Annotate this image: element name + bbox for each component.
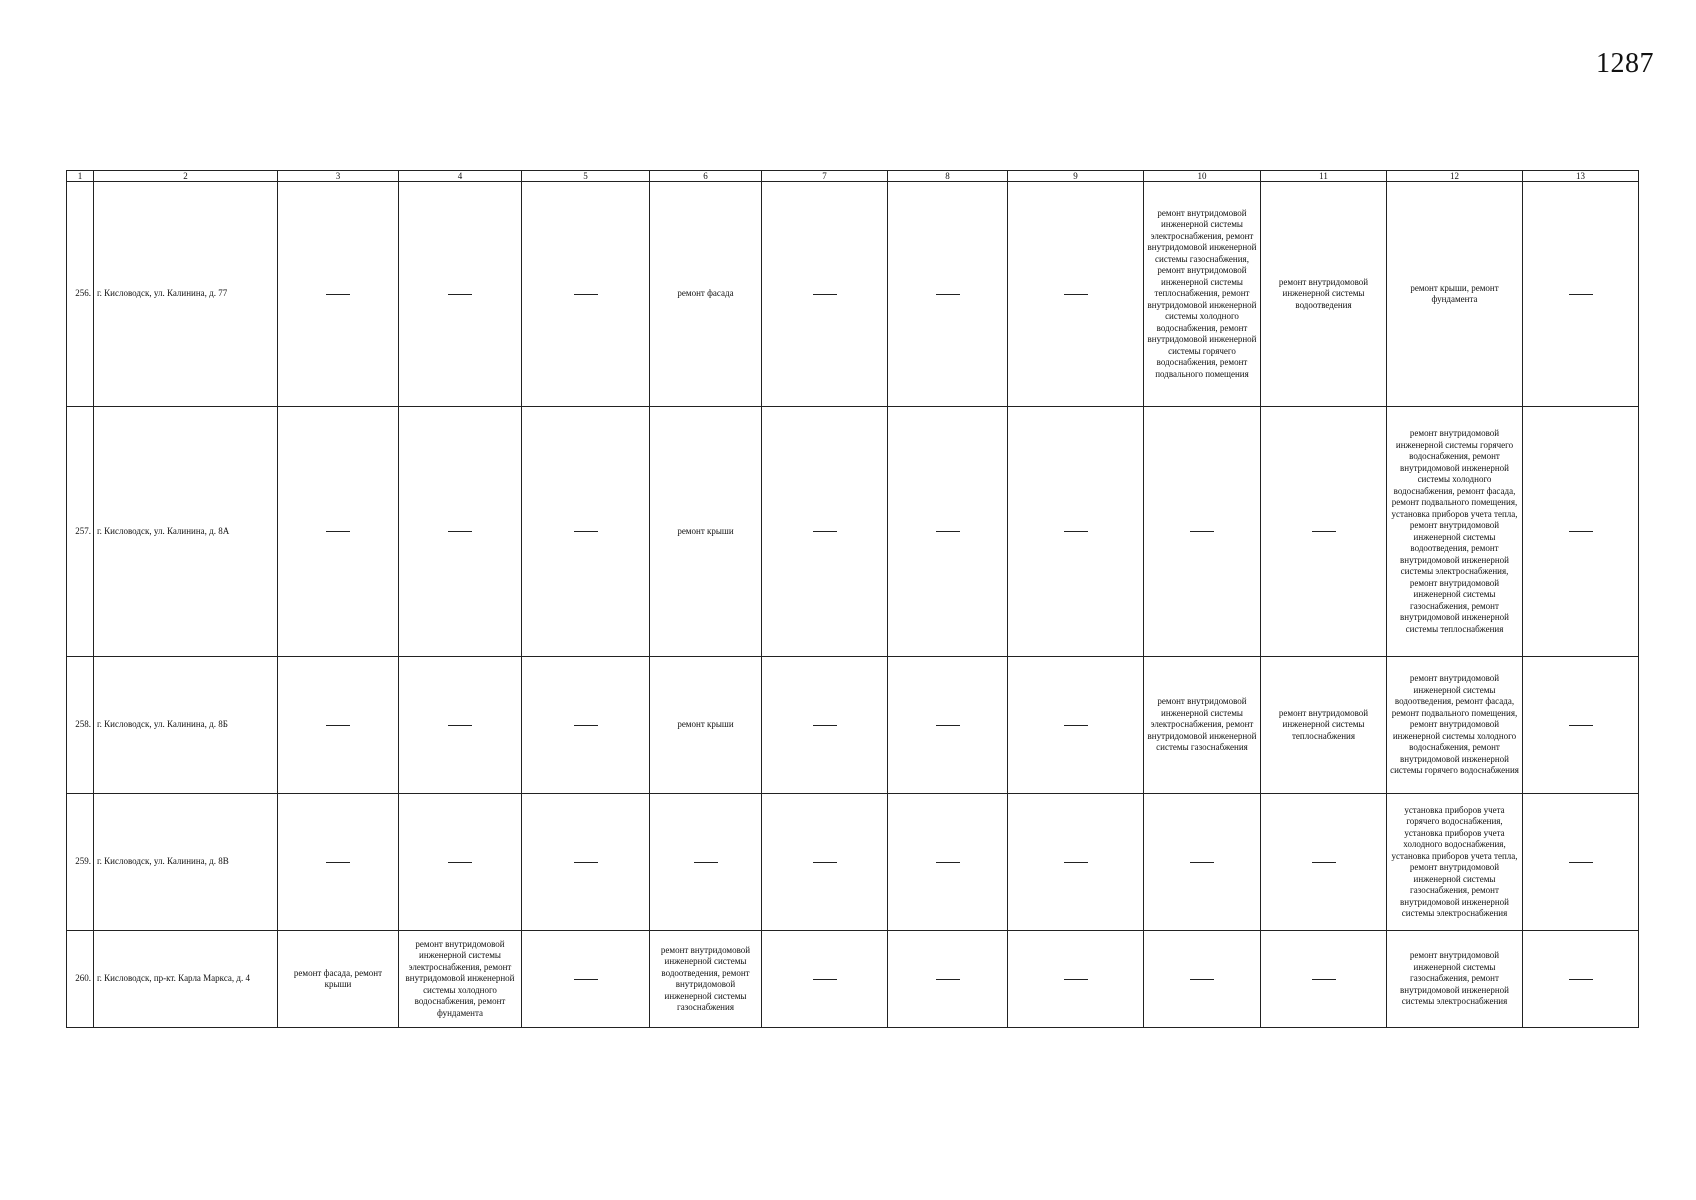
cell-text: ремонт крыши	[677, 525, 734, 536]
row-number-cell	[67, 794, 94, 931]
cell-text: 259.	[75, 856, 91, 867]
cell-text: г. Кисловодск, ул. Калинина, д. 8А	[97, 525, 230, 536]
work-cell-12	[1387, 407, 1523, 657]
column-header: 13	[1523, 171, 1639, 182]
work-cell-3	[278, 657, 399, 794]
work-cell-9	[1008, 931, 1144, 1028]
dash-mark	[574, 531, 598, 532]
work-cell-8	[888, 794, 1008, 931]
work-cell-12	[1387, 931, 1523, 1028]
column-header: 11	[1261, 171, 1387, 182]
dash-mark	[694, 862, 718, 863]
table-row	[67, 407, 1639, 657]
dash-mark	[326, 725, 350, 726]
work-cell-10	[1144, 182, 1261, 407]
cell-text: ремонт внутридомовой инженерной системы водоотведения, ремонт фасада, ремонт подвального помещения, ремонт внутридомовой инженерной системы холодного водоснабжения, ремонт внутридомовой инженерной системы горячего водоснабжения	[1390, 673, 1519, 776]
cell-text: ремонт внутридомовой инженерной системы электроснабжения, ремонт внутридомовой инженерной системы газоснабжения	[1147, 696, 1257, 753]
dash-mark	[448, 531, 472, 532]
row-number-cell	[67, 657, 94, 794]
work-cell-12	[1387, 657, 1523, 794]
work-cell-6	[650, 407, 762, 657]
repair-schedule-table	[66, 170, 1638, 1028]
work-cell-13	[1523, 407, 1639, 657]
work-cell-3	[278, 407, 399, 657]
work-cell-4	[399, 182, 522, 407]
cell-text: ремонт внутридомовой инженерной системы водоотведения	[1278, 276, 1369, 310]
cell-text: ремонт внутридомовой инженерной системы электроснабжения, ремонт внутридомовой инженерной системы холодного водоснабжения, ремонт фундамента	[405, 938, 515, 1018]
work-cell-11	[1261, 931, 1387, 1028]
cell-text: г. Кисловодск, ул. Калинина, д. 77	[97, 288, 228, 299]
dash-mark	[1312, 531, 1336, 532]
dash-mark	[448, 294, 472, 295]
work-cell-7	[762, 931, 888, 1028]
work-cell-9	[1008, 182, 1144, 407]
dash-mark	[936, 725, 960, 726]
cell-text: ремонт внутридомовой инженерной системы электроснабжения, ремонт внутридомовой инженерной системы газоснабжения, ремонт внутридомовой инженерной системы теплоснабжения, ремонт внутридомовой инженерной системы холодного водоснабжения, ремонт внутридомовой инженерной системы горячего водоснабжения, ремонт подвального помещения	[1147, 207, 1257, 379]
address-cell	[94, 931, 278, 1028]
cell-text: 256.	[75, 288, 91, 299]
column-header: 2	[94, 171, 278, 182]
cell-text: ремонт внутридомовой инженерной системы теплоснабжения	[1278, 707, 1369, 741]
work-cell-9	[1008, 794, 1144, 931]
work-cell-11	[1261, 657, 1387, 794]
cell-text: 258.	[75, 719, 91, 730]
work-cell-5	[522, 794, 650, 931]
work-cell-6	[650, 794, 762, 931]
work-cell-13	[1523, 794, 1639, 931]
dash-mark	[574, 294, 598, 295]
address-cell	[94, 182, 278, 407]
cell-text: 257.	[75, 525, 91, 536]
dash-mark	[574, 979, 598, 980]
column-header: 1	[67, 171, 94, 182]
work-cell-12	[1387, 794, 1523, 931]
dash-mark	[326, 294, 350, 295]
dash-mark	[1569, 294, 1593, 295]
cell-text: г. Кисловодск, ул. Калинина, д. 8В	[97, 856, 229, 867]
cell-text: г. Кисловодск, пр-кт. Карла Маркса, д. 4	[97, 973, 250, 984]
work-cell-12	[1387, 182, 1523, 407]
work-cell-10	[1144, 657, 1261, 794]
dash-mark	[1312, 979, 1336, 980]
table-row	[67, 657, 1639, 794]
dash-mark	[813, 294, 837, 295]
dash-mark	[1569, 531, 1593, 532]
cell-text: г. Кисловодск, ул. Калинина, д. 8Б	[97, 719, 228, 730]
column-header: 12	[1387, 171, 1523, 182]
dash-mark	[1312, 862, 1336, 863]
column-header: 9	[1008, 171, 1144, 182]
dash-mark	[574, 862, 598, 863]
dash-mark	[1569, 862, 1593, 863]
dash-mark	[936, 294, 960, 295]
dash-mark	[448, 862, 472, 863]
work-cell-10	[1144, 407, 1261, 657]
address-cell	[94, 794, 278, 931]
cell-text: установка приборов учета горячего водоснабжения, установка приборов учета холодного водоснабжения, установка приборов учета тепла, ремонт внутридомовой инженерной системы газоснабжения, ремонт внутридомовой инженерной системы электроснабжения	[1391, 804, 1518, 918]
work-cell-5	[522, 182, 650, 407]
dash-mark	[448, 725, 472, 726]
work-cell-9	[1008, 407, 1144, 657]
cell-text: ремонт внутридомовой инженерной системы горячего водоснабжения, ремонт внутридомовой инженерной системы холодного водоснабжения, ремонт фасада, ремонт подвального помещения, установка приборов учета тепла, ремонт внутридомовой инженерной системы водоотведения, ремонт внутридомовой инженерной системы электроснабжения, ремонт внутридомовой инженерной системы газоснабжения, ремонт внутридомовой инженерной системы теплоснабжения	[1391, 428, 1518, 634]
column-header: 5	[522, 171, 650, 182]
work-cell-8	[888, 657, 1008, 794]
work-cell-3	[278, 182, 399, 407]
column-number-row	[67, 171, 1639, 182]
dash-mark	[813, 725, 837, 726]
dash-mark	[936, 862, 960, 863]
dash-mark	[1569, 979, 1593, 980]
dash-mark	[813, 862, 837, 863]
dash-mark	[1569, 725, 1593, 726]
dash-mark	[1064, 294, 1088, 295]
work-cell-5	[522, 931, 650, 1028]
dash-mark	[1190, 979, 1214, 980]
work-cell-13	[1523, 657, 1639, 794]
work-cell-5	[522, 407, 650, 657]
dash-mark	[1190, 531, 1214, 532]
work-cell-10	[1144, 794, 1261, 931]
cell-text: ремонт крыши	[677, 719, 734, 730]
work-cell-8	[888, 407, 1008, 657]
dash-mark	[574, 725, 598, 726]
table-row	[67, 794, 1639, 931]
column-header: 7	[762, 171, 888, 182]
dash-mark	[1064, 979, 1088, 980]
work-cell-9	[1008, 657, 1144, 794]
work-cell-6	[650, 182, 762, 407]
table-row	[67, 931, 1639, 1028]
work-cell-3	[278, 794, 399, 931]
cell-text: ремонт фасада, ремонт крыши	[293, 967, 383, 989]
cell-text: ремонт фасада	[677, 288, 734, 299]
address-cell	[94, 657, 278, 794]
work-cell-3	[278, 931, 399, 1028]
work-cell-8	[888, 182, 1008, 407]
dash-mark	[1064, 725, 1088, 726]
work-cell-7	[762, 794, 888, 931]
work-cell-7	[762, 407, 888, 657]
work-cell-11	[1261, 407, 1387, 657]
work-cell-4	[399, 657, 522, 794]
dash-mark	[813, 531, 837, 532]
work-cell-4	[399, 794, 522, 931]
address-cell	[94, 407, 278, 657]
page-number: 1287	[1596, 48, 1654, 79]
column-header: 6	[650, 171, 762, 182]
dash-mark	[1064, 862, 1088, 863]
work-cell-6	[650, 657, 762, 794]
cell-text: ремонт крыши, ремонт фундамента	[1410, 282, 1499, 304]
table-row	[67, 182, 1639, 407]
dash-mark	[936, 979, 960, 980]
dash-mark	[813, 979, 837, 980]
work-cell-4	[399, 931, 522, 1028]
dash-mark	[1064, 531, 1088, 532]
work-cell-8	[888, 931, 1008, 1028]
work-cell-11	[1261, 794, 1387, 931]
work-cell-10	[1144, 931, 1261, 1028]
row-number-cell	[67, 182, 94, 407]
row-number-cell	[67, 407, 94, 657]
work-cell-4	[399, 407, 522, 657]
column-header: 10	[1144, 171, 1261, 182]
work-cell-7	[762, 182, 888, 407]
work-cell-7	[762, 657, 888, 794]
dash-mark	[936, 531, 960, 532]
work-cell-6	[650, 931, 762, 1028]
work-cell-5	[522, 657, 650, 794]
row-number-cell	[67, 931, 94, 1028]
column-header: 4	[399, 171, 522, 182]
work-cell-13	[1523, 931, 1639, 1028]
dash-mark	[326, 531, 350, 532]
cell-text: ремонт внутридомовой инженерной системы газоснабжения, ремонт внутридомовой инженерной системы электроснабжения	[1400, 950, 1509, 1007]
dash-mark	[326, 862, 350, 863]
work-cell-13	[1523, 182, 1639, 407]
cell-text: 260.	[75, 973, 91, 984]
work-cell-11	[1261, 182, 1387, 407]
column-header: 3	[278, 171, 399, 182]
dash-mark	[1190, 862, 1214, 863]
column-header: 8	[888, 171, 1008, 182]
cell-text: ремонт внутридомовой инженерной системы водоотведения, ремонт внутридомовой инженерной системы газоснабжения	[660, 944, 751, 1012]
